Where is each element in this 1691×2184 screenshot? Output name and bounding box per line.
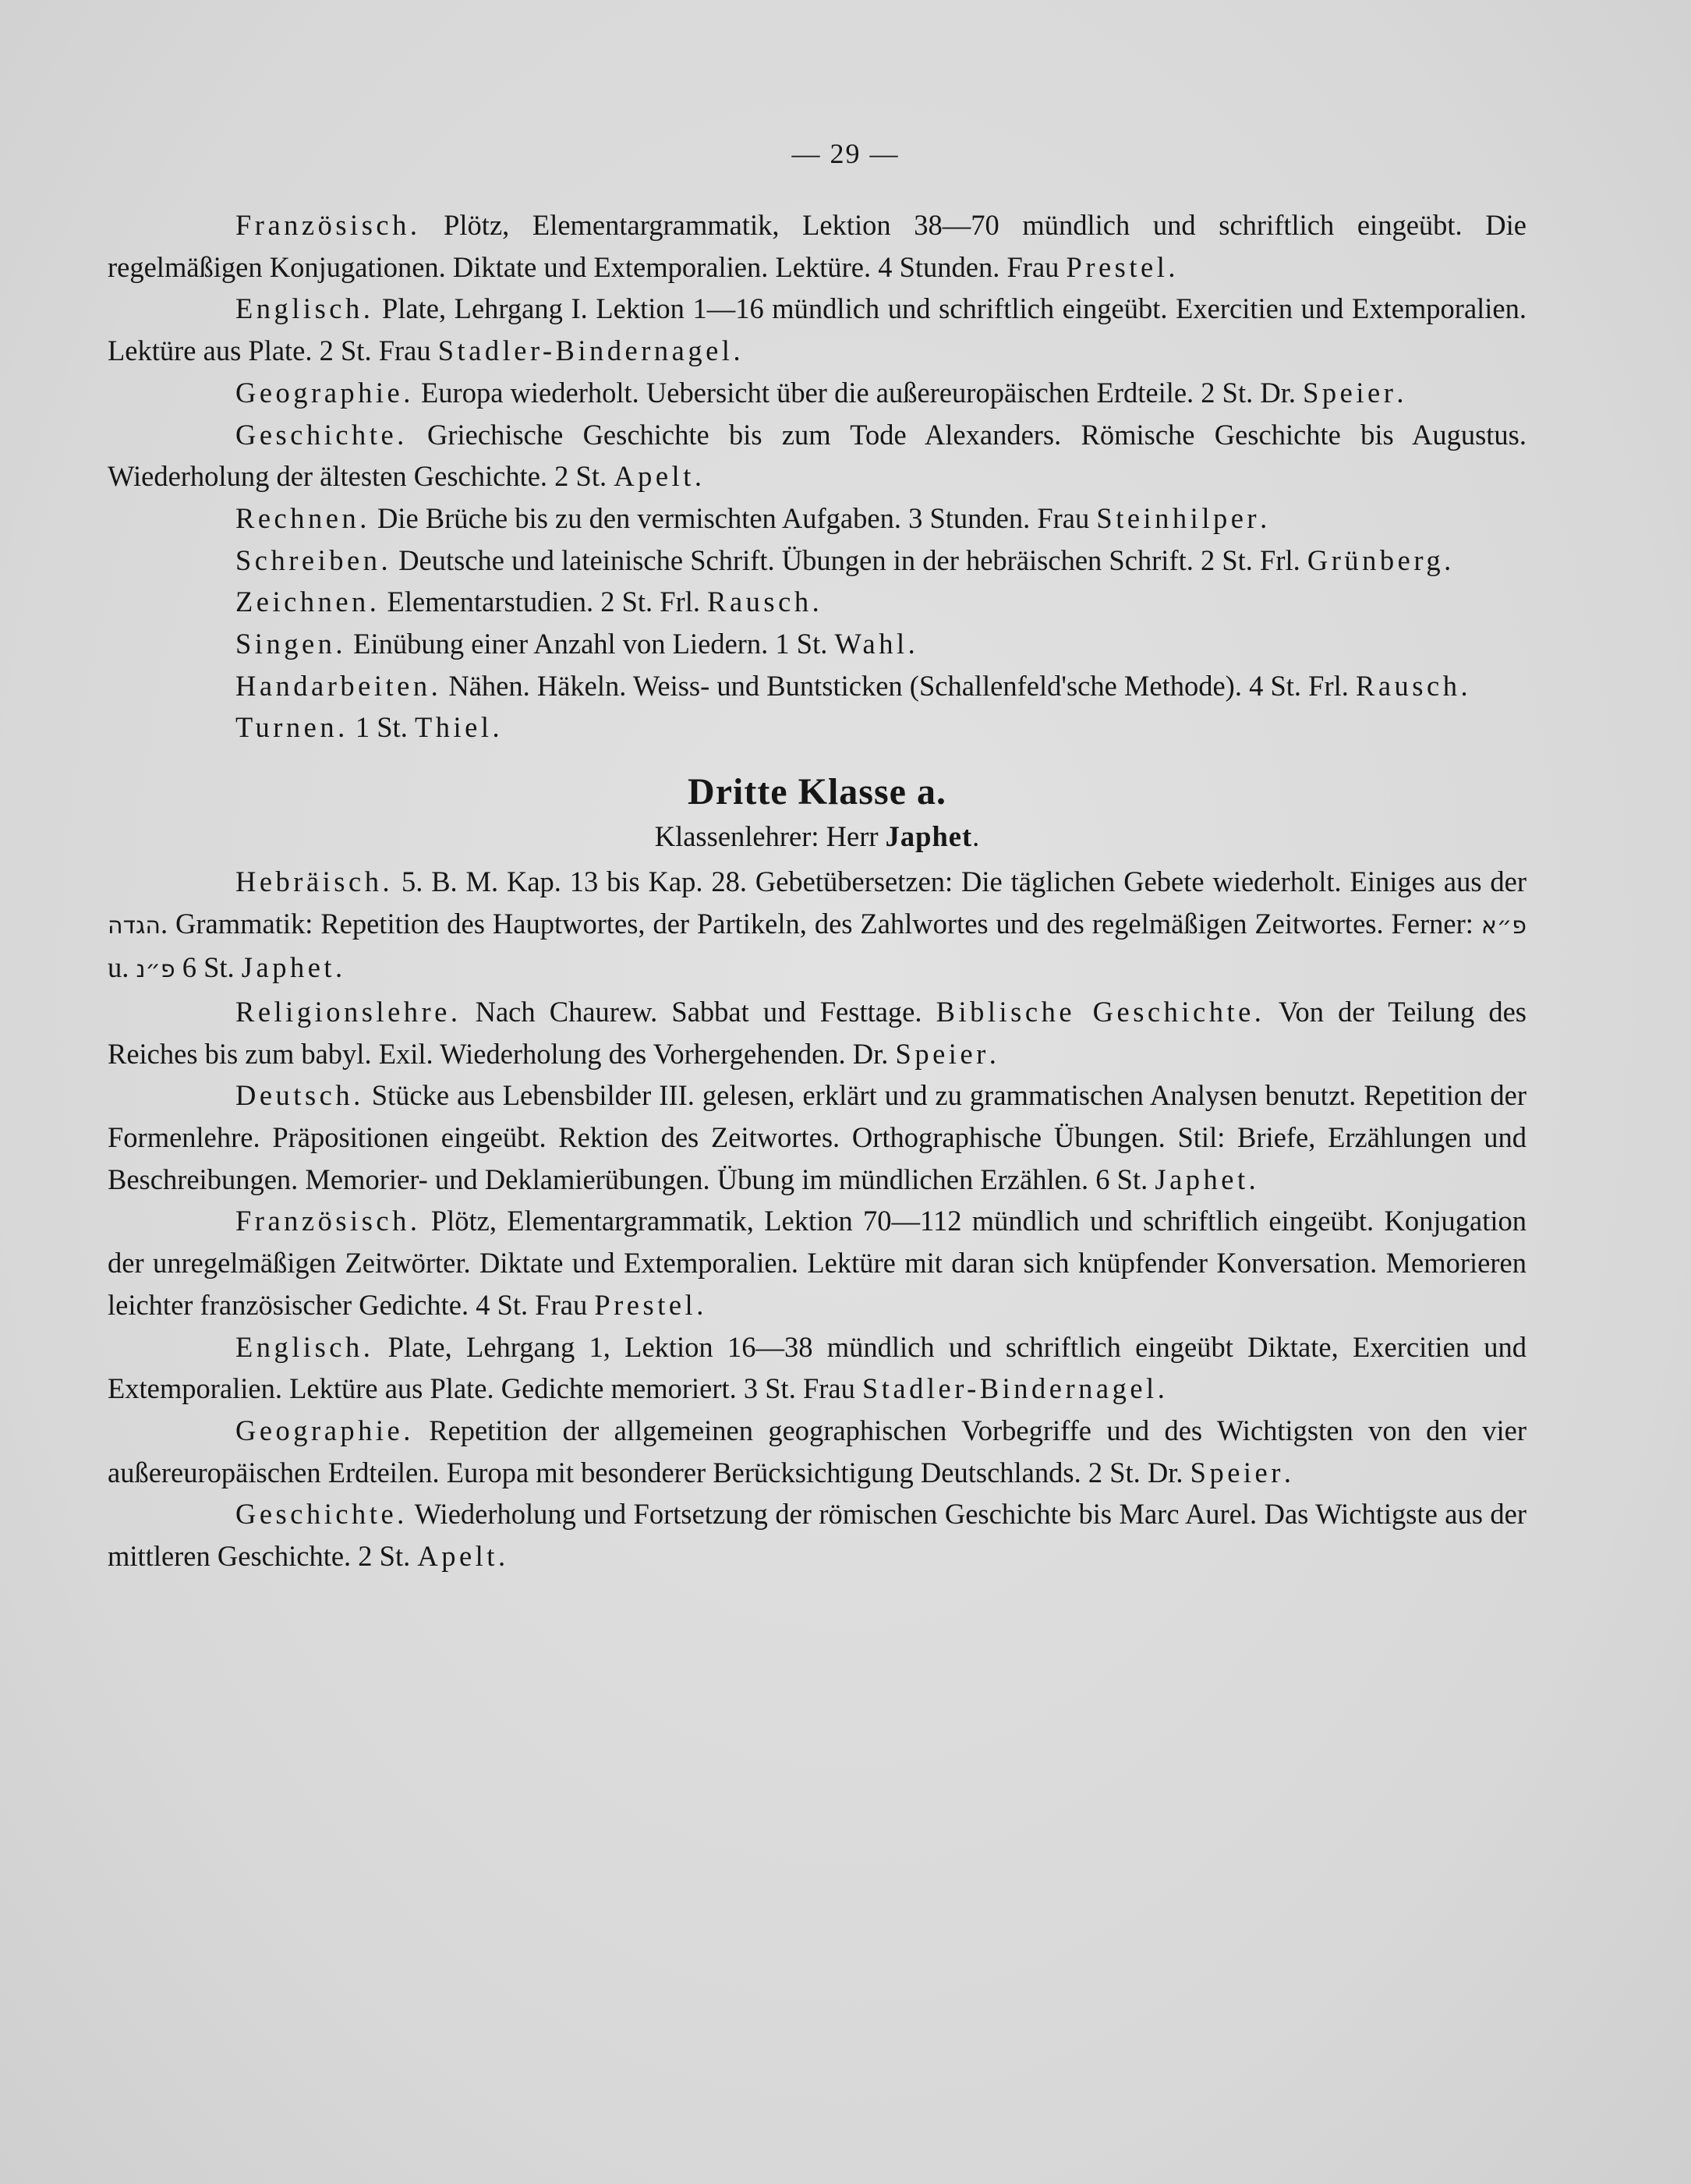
entry-text: Griechische Geschichte bis zum Tode Alexanders. Römische Geschichte bis Augustus. Wiederholung der ältesten Geschichte. 2 St. [108, 418, 1526, 493]
entry-subject: Englisch. [235, 292, 374, 325]
entry-subject: Französisch. [235, 1205, 421, 1237]
entry-subject: Französisch. [235, 209, 421, 241]
entry-subject: Turnen. [235, 711, 348, 744]
entry-subject: Englisch. [235, 1330, 374, 1363]
entry-text: Plötz, Elementargrammatik, Lektion 70—112 mündlich und schriftlich eingeübt. Konjugation der unregelmäßigen Zeitwörter. Diktate und Extemporalien. Lektüre mit daran sich knüpfender Konversation. Memorieren leichter französischer Gedichte. 4 St. Frau [108, 1205, 1526, 1321]
entry-end: . [492, 711, 500, 744]
entry-subject: Zeichnen. [235, 586, 380, 618]
subject-entry [108, 1410, 1526, 1493]
entry-subject-biblische-geschichte: Biblische Geschichte. [936, 995, 1265, 1028]
subject-entry [108, 372, 1526, 414]
entry-subject: Schreiben. [235, 543, 392, 576]
subject-entry [108, 665, 1526, 707]
entry-text: Plate, Lehrgang 1, Lektion 16—38 mündlich und schriftlich eingeübt Diktate, Exercitien und Extemporalien. Lektüre aus Plate. Gedichte memoriert. 3 St. Frau [108, 1330, 1526, 1405]
entry-teacher: Prestel [1066, 250, 1169, 283]
dritte-klasse-entries [108, 1074, 1526, 1577]
subject-entry [108, 581, 1526, 623]
entry-teacher: Stadler-Bindernagel [437, 335, 734, 367]
entry-end: . [335, 951, 343, 984]
entry-text: Die Brüche bis zu den vermischten Aufgaben. 3 Stunden. Frau [370, 501, 1097, 534]
subject-entry [108, 497, 1526, 540]
entry-end: . [694, 460, 702, 493]
entry-teacher: Japhet [241, 951, 336, 984]
class-teacher-line [108, 816, 1526, 858]
entry-end: . [733, 335, 741, 367]
entry-text: 5. B. M. Kap. 13 bis Kap. 28. Gebetübersetzen: Die täglichen Gebete wiederholt. Einiges aus der [393, 865, 1526, 897]
subject-entry [108, 288, 1526, 371]
entry-text: Plötz, Elementargrammatik, Lektion 38—70 mündlich und schriftlich eingeübt. Die regelmäßigen Konjugationen. Diktate und Extemporalien. Lektüre. 4 Stunden. Frau [108, 209, 1526, 283]
class-teacher-end: . [972, 820, 980, 853]
subject-entry [108, 204, 1526, 288]
subject-entry [108, 1493, 1526, 1577]
entry-text: Repetition der allgemeinen geographischen Vorbegriffe und des Wichtigsten von den vier außereuropäischen Erdteilen. Europa mit besonderer Berücksichtigung Deutschlands. 2 St. Dr. [108, 1414, 1526, 1488]
entry-text: 6 St. [175, 951, 242, 984]
entry-religionslehre [108, 991, 1526, 1074]
class-teacher-label: Klassenlehrer: Herr [654, 820, 886, 853]
entry-end: . [1157, 1372, 1165, 1405]
entry-teacher: Stadler-Bindernagel [861, 1372, 1158, 1405]
entry-text: Elementarstudien. 2 St. Frl. [380, 586, 708, 618]
entry-subject: Rechnen. [235, 501, 370, 534]
entry-teacher: Apelt [417, 1540, 498, 1573]
entry-text: Stücke aus Lebensbilder III. gelesen, erklärt und zu grammatischen Analysen benutzt. Repetition der Formenlehre. Präpositionen eingeübt. Rektion des Zeitwortes. Orthographische Übungen. Stil: Briefe, Erzählungen und Beschreibungen. Memorier- und Deklamierübungen. Übung im mündlichen Erzählen. 6 St. [108, 1079, 1526, 1195]
entry-end: . [497, 1540, 506, 1573]
subject-entry [108, 623, 1526, 665]
entry-end: . [1260, 501, 1268, 534]
entry-subject: Hebräisch. [235, 865, 394, 897]
previous-class-section [108, 204, 1526, 749]
entry-teacher: Wahl [834, 628, 908, 660]
entry-text: Deutsche und lateinische Schrift. Übungen in der hebräischen Schrift. 2 St. Frl. [391, 543, 1307, 576]
entry-text: u. [108, 951, 136, 984]
entry-teacher: Rausch [707, 586, 812, 618]
entry-text: . Grammatik: Repetition des Hauptwortes, der Partikeln, des Zahlwortes und des regelmäßigen Zeitwortes. Ferner: [160, 907, 1481, 940]
subject-entry [108, 414, 1526, 497]
entry-text: Europa wiederholt. Uebersicht über die außereuropäischen Erdteile. 2 St. Dr. [413, 376, 1304, 409]
page-number: — 29 — [791, 138, 900, 169]
subject-entry [108, 540, 1526, 582]
entry-teacher: Speier [895, 1037, 989, 1070]
entry-end: . [1460, 669, 1468, 702]
entry-text: Nähen. Häkeln. Weiss- und Buntsticken (Schallenfeld'sche Methode). 4 St. Frl. [441, 669, 1356, 702]
entry-text: Einübung einer Anzahl von Liedern. 1 St. [346, 628, 835, 660]
hebrew-word-pe-nun: פ״נ [136, 956, 175, 984]
entry-teacher: Speier [1303, 376, 1397, 409]
entry-text: Nach Chaurew. Sabbat und Festtage. [461, 995, 936, 1028]
entry-teacher: Thiel [414, 711, 493, 744]
page-body [108, 204, 1526, 1577]
entry-end: . [696, 1288, 704, 1321]
entry-subject: Geschichte. [235, 418, 408, 451]
section-heading: Dritte Klasse a. [688, 771, 946, 813]
entry-teacher: Prestel [594, 1288, 697, 1321]
entry-subject: Religionslehre. [235, 995, 462, 1028]
entry-subject: Handarbeiten. [235, 669, 442, 702]
entry-subject: Singen. [235, 628, 347, 660]
entry-end: . [1283, 1456, 1292, 1488]
entry-end: . [907, 628, 915, 660]
entry-subject: Geographie. [235, 376, 414, 409]
entry-text: 1 St. [348, 711, 415, 744]
entry-teacher: Apelt [614, 460, 695, 493]
entry-text: Von der Teilung des Reiches bis zum babyl. Exil. Wiederholung des Vorhergehenden. Dr. [108, 995, 1526, 1070]
entry-teacher: Japhet [1155, 1163, 1249, 1195]
entry-teacher: Grünberg [1307, 543, 1445, 576]
entry-text: Plate, Lehrgang I. Lektion 1—16 mündlich und schriftlich eingeübt. Exercitien und Extemporalien. Lektüre aus Plate. 2 St. Frau [108, 292, 1526, 367]
entry-teacher: Rausch [1356, 669, 1461, 702]
entry-end: . [989, 1037, 996, 1070]
entry-end: . [1168, 250, 1176, 283]
hebrew-word-haggadah: הגדה [108, 911, 161, 940]
entry-end: . [812, 586, 819, 618]
entry-hebraeisch [108, 861, 1526, 991]
hebrew-word-pe-alef: פ״א [1481, 911, 1526, 940]
entry-subject: Geschichte. [235, 1498, 408, 1531]
class-teacher-name: Japhet [885, 820, 973, 853]
entry-text: Wiederholung und Fortsetzung der römischen Geschichte bis Marc Aurel. Das Wichtigste aus der mittleren Geschichte. 2 St. [108, 1498, 1526, 1573]
entry-teacher: Speier [1190, 1456, 1284, 1488]
subject-entry [108, 706, 1526, 749]
subject-entry [108, 1074, 1526, 1200]
entry-subject: Geographie. [235, 1414, 414, 1446]
entry-subject: Deutsch. [235, 1079, 364, 1112]
entry-end: . [1248, 1163, 1256, 1195]
entry-teacher: Steinhilper [1096, 501, 1261, 534]
subject-entry [108, 1326, 1526, 1410]
entry-end: . [1396, 376, 1404, 409]
subject-entry [108, 1200, 1526, 1326]
entry-end: . [1444, 543, 1452, 576]
